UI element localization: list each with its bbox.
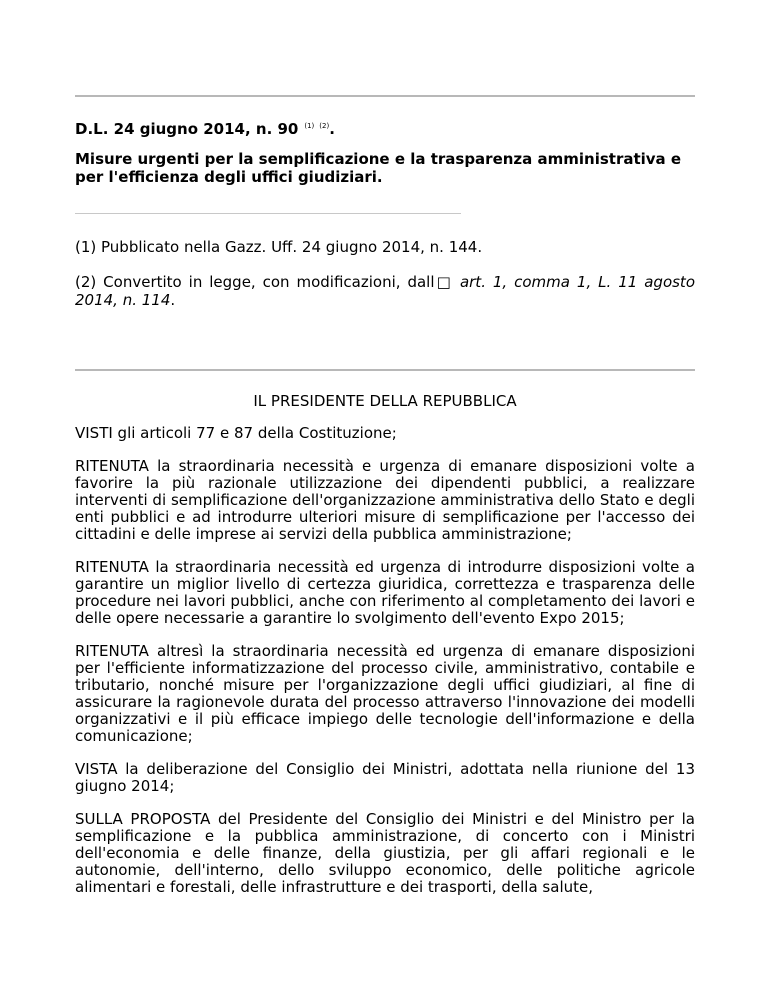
paragraph-vista: VISTA la deliberazione del Consiglio dei Ministri, adottata nella riunione del 13 giugno 2014; bbox=[75, 760, 695, 795]
decree-title bbox=[75, 120, 335, 138]
footnote-2 bbox=[75, 273, 695, 309]
paragraph-ritenuta-1: RITENUTA la straordinaria necessità e urgenza di emanare disposizioni volte a favorire la più razionale utilizzazione dei dipendenti pubblici, a realizzare interventi di semplificazione dell'organizzazione amministrativa dello Stato e degli enti pubblici e ad introdurre ulteriori misure di semplificazione per l'accesso dei cittadini e delle imprese ai servizi della pubblica amministrazione; bbox=[75, 457, 695, 543]
body-text bbox=[75, 425, 695, 912]
section-divider bbox=[75, 369, 695, 371]
footnote-2-suffix: . bbox=[170, 291, 176, 309]
footnote-2-prefix: (2) Convertito in legge, con modificazioni, dall bbox=[75, 273, 435, 291]
top-divider bbox=[75, 95, 695, 97]
paragraph-proposta: SULLA PROPOSTA del Presidente del Consiglio dei Ministri e del Ministro per la semplificazione e la pubblica amministrazione, di concerto con i Ministri dell'economia e delle finanze, della giustizia, per gli affari regionali e le autonomie, dell'interno, dello sviluppo economico, delle politiche agricole alimentari e forestali, delle infrastrutture e dei trasporti, della salute, bbox=[75, 810, 695, 896]
title-period: . bbox=[329, 120, 335, 138]
paragraph-ritenuta-3: RITENUTA altresì la straordinaria necessità ed urgenza di emanare disposizioni per l'efficiente informatizzazione del processo civile, amministrativo, contabile e tributario, nonché misure per l'organizzazione degli uffici giudiziari, al fine di assicurare la ragionevole durata del processo attraverso l'innovazione dei modelli organizzativi e il più efficace impiego delle tecnologie dell'informazione e della comunicazione; bbox=[75, 642, 695, 745]
footnote-ref-1[interactable]: (1) bbox=[304, 122, 315, 130]
footnote-1: (1) Pubblicato nella Gazz. Uff. 24 giugno 2014, n. 144. bbox=[75, 238, 483, 256]
paragraph-ritenuta-2: RITENUTA la straordinaria necessità ed urgenza di introdurre disposizioni volte a garantire un miglior livello di certezza giuridica, correttezza e trasparenza delle procedure nei lavori pubblici, anche con riferimento al completamento dei lavori e delle opere necessarie a garantire lo svolgimento dell'evento Expo 2015; bbox=[75, 558, 695, 627]
missing-glyph-icon: □ bbox=[434, 273, 454, 291]
footnote-ref-2[interactable]: (2) bbox=[319, 122, 330, 130]
paragraph-visti: VISTI gli articoli 77 e 87 della Costituzione; bbox=[75, 424, 397, 442]
decree-title-text: D.L. 24 giugno 2014, n. 90 bbox=[75, 120, 299, 138]
section-heading: IL PRESIDENTE DELLA REPUBBLICA bbox=[253, 392, 517, 410]
decree-subtitle: Misure urgenti per la semplificazione e la trasparenza amministrativa e per l'efficienza degli uffici giudiziari. bbox=[75, 150, 682, 186]
footnote-divider bbox=[75, 213, 461, 214]
footnote-2-law-reference: art. 1, comma 1, L. 11 agosto 2014, n. 114 bbox=[75, 273, 695, 309]
